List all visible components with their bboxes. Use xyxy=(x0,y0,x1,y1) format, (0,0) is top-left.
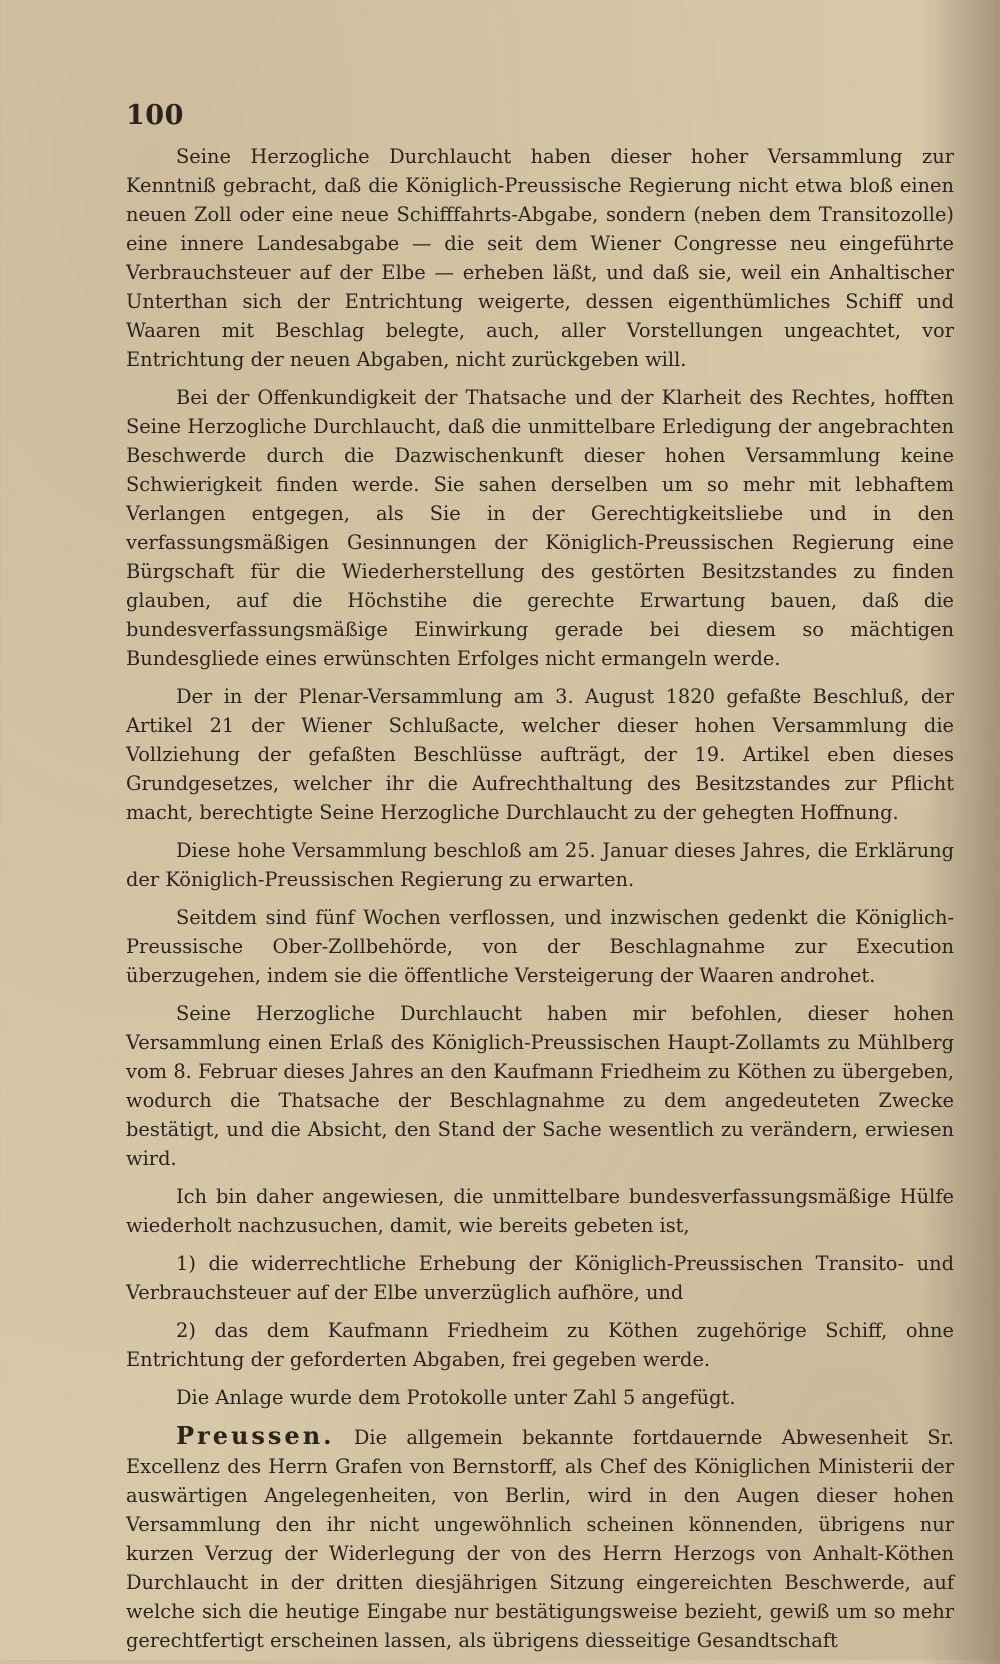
paragraph: Der in der Plenar-Versammlung am 3. August 1820 gefaßte Beschluß, der Artikel 21 der Wiener Schlußacte, welcher dieser hohen Versammlung die Vollziehung der gefaßten Beschlüsse aufträgt, der 19. Artikel eben dieses Grundgesetzes, welcher ihr die Aufrechthaltung des Besitzstandes zur Pflicht macht, berechtigte Seine Herzogliche Durchlaucht zu der gehegten Hoffnung. xyxy=(126,685,954,824)
state-heading: Preussen. xyxy=(176,1421,335,1450)
page-number: 100 xyxy=(126,100,184,131)
list-item: 1) die widerrechtliche Erhebung der Königlich-Preussischen Transito- und Verbrauchsteuer auf der Elbe unverzüglich aufhöre, und xyxy=(126,1252,954,1304)
list-item: 2) das dem Kaufmann Friedheim zu Köthen zugehörige Schiff, ohne Entrichtung der geforderten Abgaben, frei gegeben werde. xyxy=(126,1319,954,1371)
paragraph: Seitdem sind fünf Wochen verflossen, und inzwischen gedenkt die Königlich-Preussische Ober-Zollbehörde, von der Beschlagnahme zur Execution überzugehen, indem sie die öffentliche Versteigerung der Waaren androhet. xyxy=(126,906,954,987)
paragraph: Ich bin daher angewiesen, die unmittelbare bundesverfassungsmäßige Hülfe wiederholt nachzusuchen, damit, wie bereits gebeten ist, xyxy=(126,1185,954,1237)
annex-note: Die Anlage wurde dem Protokolle unter Zahl 5 angefügt. xyxy=(176,1386,736,1409)
paragraph: Diese hohe Versammlung beschloß am 25. Januar dieses Jahres, die Erklärung der Königlich-Preussischen Regierung zu erwarten. xyxy=(126,839,954,891)
prussia-statement xyxy=(126,1421,954,1655)
paragraph: Seine Herzogliche Durchlaucht haben mir befohlen, dieser hohen Versammlung einen Erlaß des Königlich-Preussischen Haupt-Zollamts zu Mühlberg vom 8. Februar dieses Jahres an den Kaufmann Friedheim zu Köthen zu übergeben, wodurch die Thatsache der Beschlagnahme zu dem angedeuteten Zwecke bestätigt, und die Absicht, den Stand der Sache wesentlich zu verändern, erwiesen wird. xyxy=(126,1002,954,1170)
paragraph: Bei der Offenkundigkeit der Thatsache und der Klarheit des Rechtes, hofften Seine Herzogliche Durchlaucht, daß die unmittelbare Erledigung der angebrachten Beschwerde durch die Dazwischenkunft dieser hohen Versammlung keine Schwierigkeit finden werde. Sie sahen derselben um so mehr mit lebhaftem Verlangen entgegen, als Sie in der Gerechtigkeitsliebe und in den verfassungsmäßigen Gesinnungen der Königlich-Preussischen Regierung eine Bürgschaft für die Wiederherstellung des gestörten Besitzstandes zu finden glauben, auf die Höchstihe die gerechte Erwartung bauen, daß die bundesverfassungsmäßige Einwirkung gerade bei diesem so mächtigen Bundesgliede eines erwünschten Erfolges nicht ermangeln werde. xyxy=(126,386,954,670)
body-text xyxy=(126,142,954,1664)
paragraph: Seine Herzogliche Durchlaucht haben dieser hoher Versammlung zur Kenntniß gebracht, daß die Königlich-Preussische Regierung nicht etwa bloß einen neuen Zoll oder eine neue Schifffahrts-Abgabe, sondern (neben dem Transitozolle) eine innere Landesabgabe — die seit dem Wiener Congresse neu eingeführte Verbrauchsteuer auf der Elbe — erheben läßt, und daß sie, weil ein Anhaltischer Unterthan sich der Entrichtung weigerte, dessen eigenthümliches Schiff und Waaren mit Beschlag belegte, auch, aller Vorstellungen ungeachtet, vor Entrichtung der neuen Abgaben, nicht zurückgeben will. xyxy=(126,145,954,371)
prussia-text: Die allgemein bekannte fortdauernde Abwesenheit Sr. Excellenz des Herrn Grafen von Bernstorff, als Chef des Königlichen Ministerii der auswärtigen Angelegenheiten, von Berlin, wird in den Augen dieser hohen Versammlung den ihr nicht ungewöhnlich scheinen könnenden, übrigens nur kurzen Verzug der Widerlegung der von des Herrn Herzogs von Anhalt-Köthen Durchlaucht in der dritten diesjährigen Sitzung eingereichten Beschwerde, auf welche sich die heutige Eingabe nur bestätigungsweise bezieht, gewiß um so mehr gerechtfertigt erscheinen lassen, als übrigens diesseitige Gesandtschaft xyxy=(126,1426,954,1652)
